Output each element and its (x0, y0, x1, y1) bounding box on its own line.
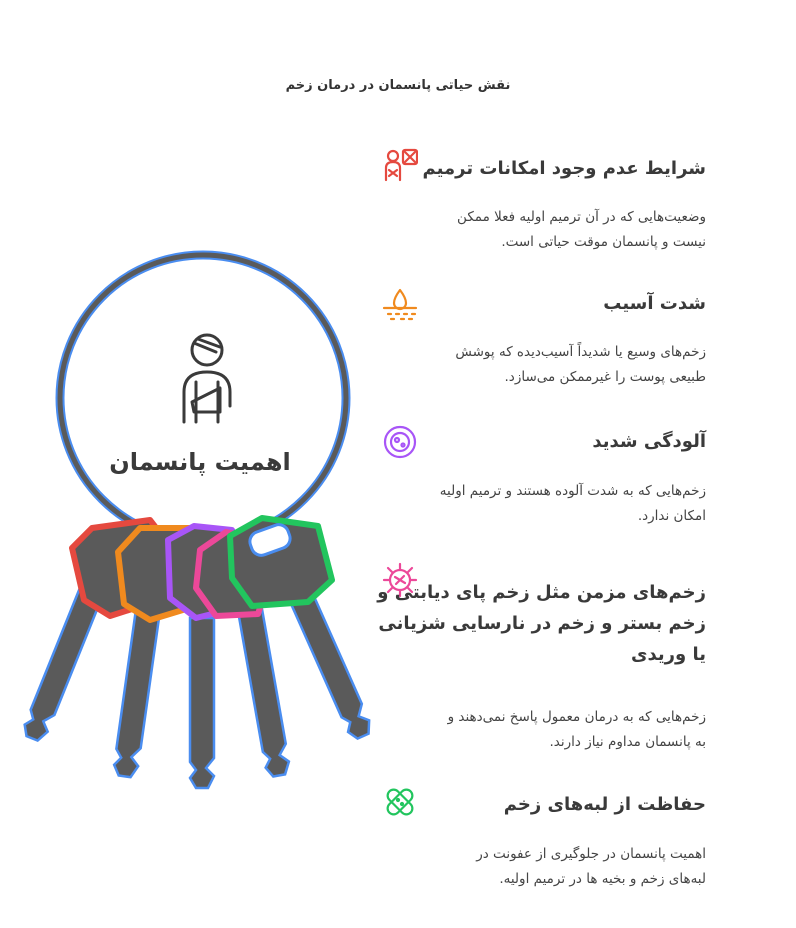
item-4-description (376, 705, 706, 755)
diagram-title: نقش حیاتی پانسمان در درمان زخم (285, 78, 511, 93)
key-blade-2 (113, 608, 160, 778)
bacteria-cell-icon (382, 424, 418, 460)
item-5-description (376, 842, 706, 892)
key-blade-4 (238, 608, 291, 778)
item-3-description (376, 479, 706, 529)
item-2-description (376, 340, 706, 390)
item-4-heading-line-1: زخم‌های مزمن مثل زخم پای دیابتی و (377, 582, 706, 603)
item-1-desc-line-1: وضعیت‌هایی که در آن ترمیم اولیه فعلا ممکن (457, 209, 706, 225)
item-4-desc-line-1: زخم‌هایی که به درمان معمول پاسخ نمی‌دهند و (447, 709, 706, 725)
bandage-icon (382, 784, 418, 820)
item-1-description (376, 205, 706, 255)
item-3-desc-line-2: امکان ندارد. (637, 508, 706, 524)
item-4-heading-line-2: زخم بستر و زخم در نارسایی شزیانی (378, 613, 706, 634)
item-2-desc-line-2: طبیعی پوست را غیرممکن می‌سازد. (504, 369, 706, 385)
skin-injury-icon (382, 286, 418, 322)
item-2-desc-line-1: زخم‌های وسیع یا شدیداً آسیب‌دیده که پوشش (455, 344, 706, 360)
item-1-desc-line-2: نیست و پانسمان موقت حیاتی است. (501, 234, 706, 250)
item-5-heading: حفاظت از لبه‌های زخم (503, 794, 706, 815)
item-3-heading: آلودگی شدید (592, 431, 706, 452)
key-blade-3 (190, 618, 214, 788)
center-label: اهمیت پانسمان (109, 448, 291, 476)
item-4-heading-line-3: یا وریدی (631, 644, 706, 665)
key-blade-5 (287, 585, 374, 741)
key-blade-1 (21, 586, 103, 743)
item-2-heading: شدت آسیب (603, 293, 706, 314)
item-1-heading: شرایط عدم وجود امکانات ترمیم (422, 158, 706, 179)
patient-with-arm-sling-icon (172, 330, 242, 426)
key-head-green (230, 518, 332, 606)
item-5-desc-line-1: اهمیت پانسمان در جلوگیری از عفونت در (476, 846, 706, 862)
item-4-desc-line-2: به پانسمان مداوم نیاز دارند. (549, 734, 706, 750)
item-5-desc-line-2: لبه‌های زخم و بخیه ها در ترمیم اولیه. (499, 871, 706, 887)
item-4-heading (377, 577, 706, 670)
broken-bone-icon (382, 148, 418, 184)
item-3-desc-line-1: زخم‌هایی که به شدت آلوده هستند و ترمیم اولیه (439, 483, 706, 499)
